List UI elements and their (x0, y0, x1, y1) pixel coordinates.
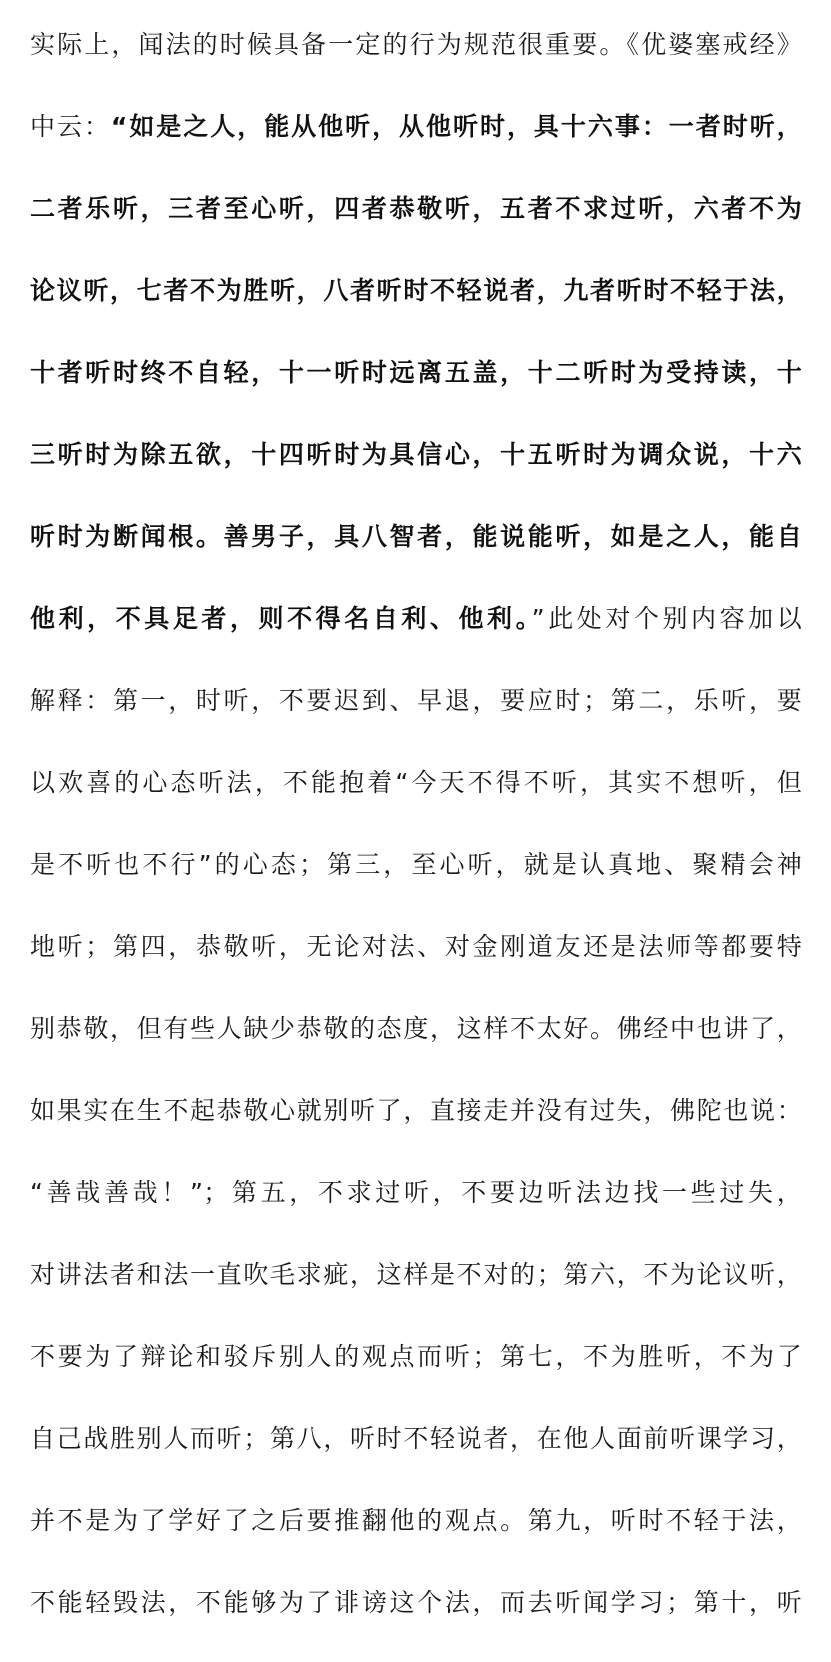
text-line (30, 660, 802, 742)
text-line (30, 332, 802, 414)
text-segment: 实际上，闻法的时候具备一定的行为规范很重要。《优婆塞戒经》 (30, 30, 802, 59)
bold-quote-segment: 听时为断闻根。善男子，具八智者，能说能听，如是之人，能自 (30, 522, 802, 551)
bold-quote-segment: 他利，不具足者，则不得名自利、他利。 (30, 604, 532, 633)
text-line (30, 988, 802, 1070)
text-segment: 以欢喜的心态听法，不能抱着“今天不得不听，其实不想听，但 (30, 768, 802, 797)
text-line (30, 496, 802, 578)
bold-quote-segment: 十者听时终不自轻，十一听时远离五盖，十二听时为受持读，十 (30, 358, 802, 387)
text-segment: 解释：第一，时听，不要迟到、早退，要应时；第二，乐听，要 (30, 686, 802, 715)
text-line (30, 1234, 802, 1316)
text-line (30, 1562, 802, 1644)
body-text (30, 4, 802, 1644)
text-line (30, 1480, 802, 1562)
text-line (30, 906, 802, 988)
text-line (30, 1070, 802, 1152)
text-line (30, 1398, 802, 1480)
text-segment: 不要为了辩论和驳斥别人的观点而听；第七，不为胜听，不为了 (30, 1342, 802, 1371)
text-segment: 如果实在生不起恭敬心就别听了，直接走并没有过失，佛陀也说： (30, 1096, 802, 1125)
text-segment: 是不听也不行”的心态；第三，至心听，就是认真地、聚精会神 (30, 850, 802, 879)
text-segment: 对讲法者和法一直吹毛求疵，这样是不对的；第六，不为论议听， (30, 1260, 802, 1289)
text-segment: ”此处对个别内容加以 (531, 604, 803, 633)
bold-quote-segment: “如是之人，能从他听，从他听时，具十六事：一者时听， (110, 112, 802, 141)
bold-quote-segment: 三听时为除五欲，十四听时为具信心，十五听时为调众说，十六 (30, 440, 802, 469)
text-segment: 地听；第四，恭敬听，无论对法、对金刚道友还是法师等都要特 (30, 932, 802, 961)
text-line (30, 86, 802, 168)
text-line (30, 4, 802, 86)
text-segment: “善哉善哉！”；第五，不求过听，不要边听法边找一些过失， (30, 1178, 802, 1207)
text-segment: 别恭敬，但有些人缺少恭敬的态度，这样不太好。佛经中也讲了， (30, 1014, 802, 1043)
text-segment: 自己战胜别人而听；第八，听时不轻说者，在他人面前听课学习， (30, 1424, 802, 1453)
text-line (30, 1152, 802, 1234)
text-line (30, 824, 802, 906)
text-segment: 中云： (30, 112, 111, 141)
bold-quote-segment: 论议听，七者不为胜听，八者听时不轻说者，九者听时不轻于法， (30, 276, 802, 305)
text-line (30, 1316, 802, 1398)
text-line (30, 578, 802, 660)
text-line (30, 168, 802, 250)
text-segment: 不能轻毁法，不能够为了诽谤这个法，而去听闻学习；第十，听 (30, 1588, 802, 1617)
bold-quote-segment: 二者乐听，三者至心听，四者恭敬听，五者不求过听，六者不为 (30, 194, 802, 223)
text-line (30, 414, 802, 496)
text-line (30, 742, 802, 824)
text-segment: 并不是为了学好了之后要推翻他的观点。第九，听时不轻于法， (30, 1506, 802, 1535)
text-line (30, 250, 802, 332)
